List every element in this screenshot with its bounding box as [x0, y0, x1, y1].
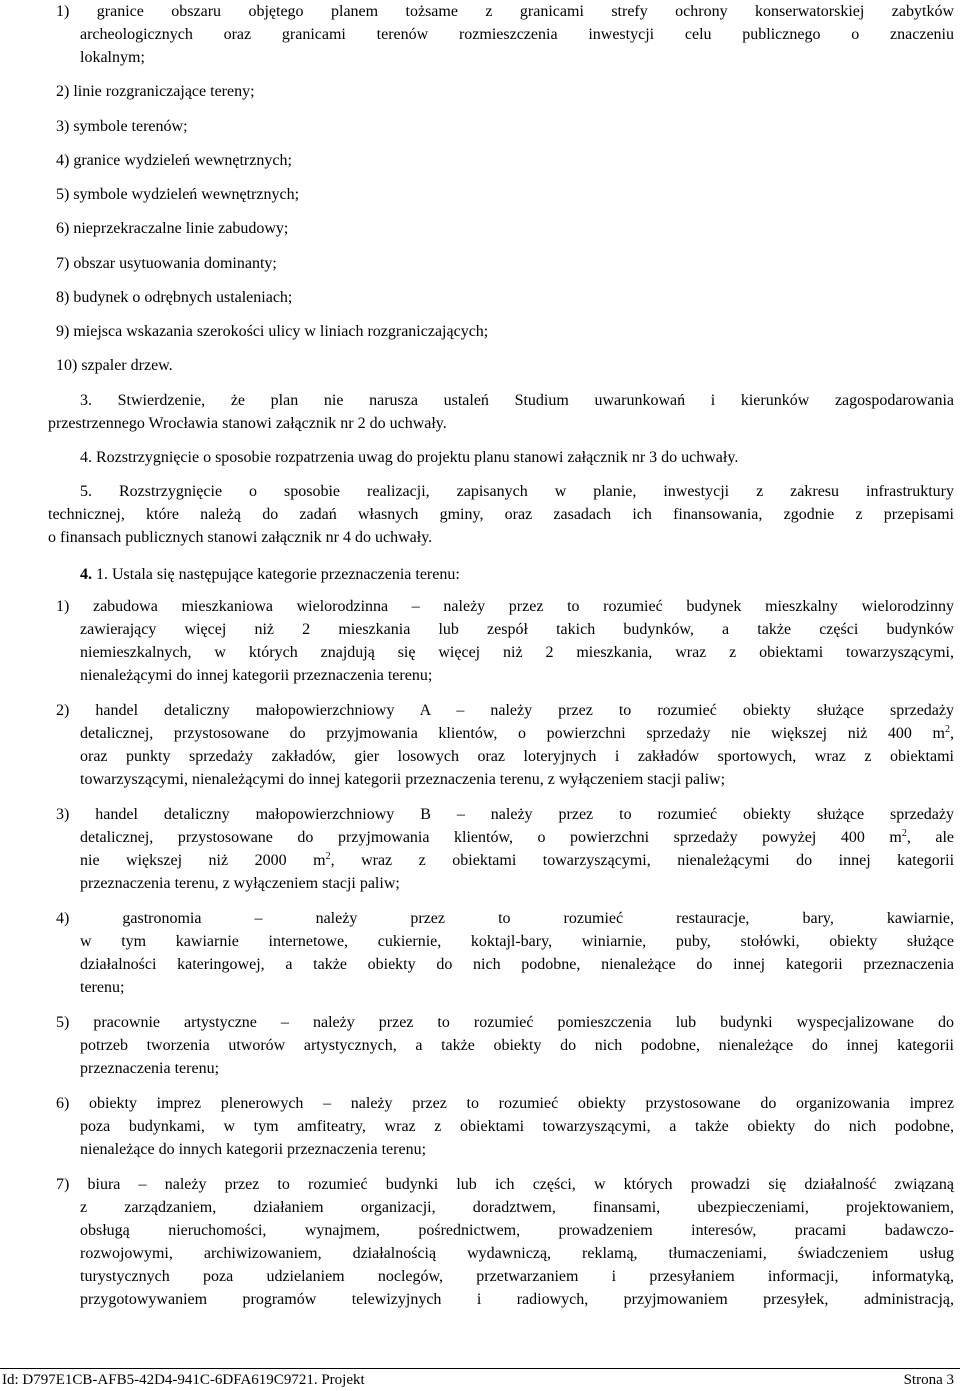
- section-number: 4.: [80, 566, 92, 583]
- footer-page-number: Strona 3: [903, 1372, 954, 1388]
- list-item-continuation: lokalnym;: [80, 49, 145, 66]
- footer-divider: [0, 1368, 960, 1369]
- definition-continuation: rozwojowymi, archiwizowaniem, działalnością wydawniczą, reklamą, tłumaczeniami, świadczeniem usług: [80, 1245, 954, 1262]
- definition-continuation: potrzeb tworzenia utworów artystycznych, a także obiekty do nich podobne, nienależące do innej kategorii: [80, 1037, 954, 1054]
- section-4-intro: 4. 1. Ustala się następujące kategorie przeznaczenia terenu:: [80, 566, 460, 583]
- list-item: 1) granice obszaru objętego planem tożsame z granicami strefy ochrony konserwatorskiej zabytków: [56, 3, 954, 20]
- paragraph-5-continuation: technicznej, które należą do zadań własnych gminy, oraz zasadach ich finansowania, zgodnie z przepisami: [48, 506, 954, 523]
- definition-continuation: zawierający więcej niż 2 mieszkania lub zespół takich budynków, a także części budynków: [80, 621, 954, 638]
- list-item: 2) linie rozgraniczające tereny;: [56, 83, 255, 100]
- list-item-continuation: archeologicznych oraz granicami terenów rozmieszczenia inwestycji celu publicznego o znaczeniu: [80, 26, 954, 43]
- list-item: 8) budynek o odrębnych ustaleniach;: [56, 289, 293, 306]
- paragraph-5: 5. Rozstrzygnięcie o sposobie realizacji, zapisanych w planie, inwestycji z zakresu infrastruktury: [80, 483, 954, 500]
- definition-continuation: przeznaczenia terenu, z wyłączeniem stacji paliw;: [80, 875, 400, 892]
- paragraph-3: 3. Stwierdzenie, że plan nie narusza ustaleń Studium uwarunkowań i kierunków zagospodarowania: [80, 392, 954, 409]
- definition-continuation: w tym kawiarnie internetowe, cukiernie, koktajl-bary, winiarnie, puby, stołówki, obiekty służące: [80, 933, 954, 950]
- definition-continuation: obsługą nieruchomości, wynajmem, pośrednictwem, prowadzeniem interesów, pracami badawczo-: [80, 1222, 954, 1239]
- paragraph-3-continuation: przestrzennego Wrocławia stanowi załącznik nr 2 do uchwały.: [48, 415, 447, 432]
- definition-continuation: niemieszkalnych, w których znajdują się więcej niż 2 mieszkania, wraz z obiektami towarzyszącymi,: [80, 644, 954, 661]
- paragraph-4: 4. Rozstrzygnięcie o sposobie rozpatrzenia uwag do projektu planu stanowi załącznik nr 3 do uchwały.: [80, 449, 739, 466]
- definition-continuation: detalicznej, przystosowane do przyjmowania klientów, o powierzchni sprzedaży nie większej niż 400 $m^2$,: [80, 724, 954, 742]
- paragraph-5-continuation: o finansach publicznych stanowi załącznik nr 4 do uchwały.: [48, 529, 433, 546]
- definition-continuation: turystycznych poza udzielaniem noclegów, przetwarzaniem i przesyłaniem informacji, informatyką,: [80, 1268, 954, 1285]
- definition-continuation: towarzyszącymi, nienależącymi do innej kategorii przeznaczenia terenu, z wyłączeniem stacji paliw;: [80, 771, 726, 788]
- footer-document-id: Id: D797E1CB-AFB5-42D4-941C-6DFA619C9721. Projekt: [2, 1372, 365, 1388]
- list-item: 9) miejsca wskazania szerokości ulicy w liniach rozgraniczających;: [56, 323, 489, 340]
- definition-item: 2) handel detaliczny małopowierzchniowy A – należy przez to rozumieć obiekty służące sprzedaży: [56, 702, 954, 719]
- definition-item: 6) obiekty imprez plenerowych – należy przez to rozumieć obiekty przystosowane do organizowania imprez: [56, 1095, 954, 1112]
- definition-continuation: nienależące do innych kategorii przeznaczenia terenu;: [80, 1141, 427, 1158]
- definition-continuation: poza budynkami, w tym amfiteatry, wraz z obiektami towarzyszącymi, a także obiekty do nich podobne,: [80, 1118, 954, 1135]
- definition-continuation: terenu;: [80, 979, 125, 996]
- definition-continuation: z zarządzaniem, działaniem organizacji, doradztwem, finansami, ubezpieczeniami, projektowaniem,: [80, 1199, 954, 1216]
- definition-item: 3) handel detaliczny małopowierzchniowy B – należy przez to rozumieć obiekty służące sprzedaży: [56, 806, 954, 823]
- definition-continuation: nie większej niż 2000 $m^2$, wraz z obiektami towarzyszącymi, nienależącymi do innej kategorii: [80, 851, 955, 869]
- definition-continuation: detalicznej, przystosowane do przyjmowania klientów, o powierzchni sprzedaży powyżej 400 $m^2$, ale: [80, 828, 954, 846]
- definition-continuation: przeznaczenia terenu;: [80, 1060, 220, 1077]
- definition-item: 1) zabudowa mieszkaniowa wielorodzinna – należy przez to rozumieć budynek mieszkalny wielorodzinny: [56, 598, 954, 615]
- definition-continuation: oraz punkty sprzedaży zakładów, gier losowych oraz loteryjnych i zakładów sportowych, wraz z obiektami: [80, 748, 954, 765]
- list-item: 10) szpaler drzew.: [56, 357, 173, 374]
- definition-continuation: przygotowywaniem programów telewizyjnych i radiowych, przyjmowaniem przesyłek, administracją,: [80, 1291, 954, 1308]
- definition-continuation: działalności kateringowej, a także obiekty do nich podobne, nienależące do innej kategorii przeznaczenia: [80, 956, 954, 973]
- list-item: 7) obszar usytuowania dominanty;: [56, 255, 277, 272]
- definition-continuation: nienależącymi do innej kategorii przeznaczenia terenu;: [80, 667, 433, 684]
- list-item: 6) nieprzekraczalne linie zabudowy;: [56, 220, 289, 237]
- definition-item: 4) gastronomia – należy przez to rozumieć restauracje, bary, kawiarnie,: [56, 910, 954, 927]
- list-item: 4) granice wydzieleń wewnętrznych;: [56, 152, 292, 169]
- list-item: 5) symbole wydzieleń wewnętrznych;: [56, 186, 300, 203]
- definition-item: 5) pracownie artystyczne – należy przez to rozumieć pomieszczenia lub budynki wyspecjalizowane do: [56, 1014, 954, 1031]
- definition-item: 7) biura – należy przez to rozumieć budynki lub ich części, w których prowadzi się działalność związaną: [56, 1176, 954, 1193]
- list-item: 3) symbole terenów;: [56, 118, 188, 135]
